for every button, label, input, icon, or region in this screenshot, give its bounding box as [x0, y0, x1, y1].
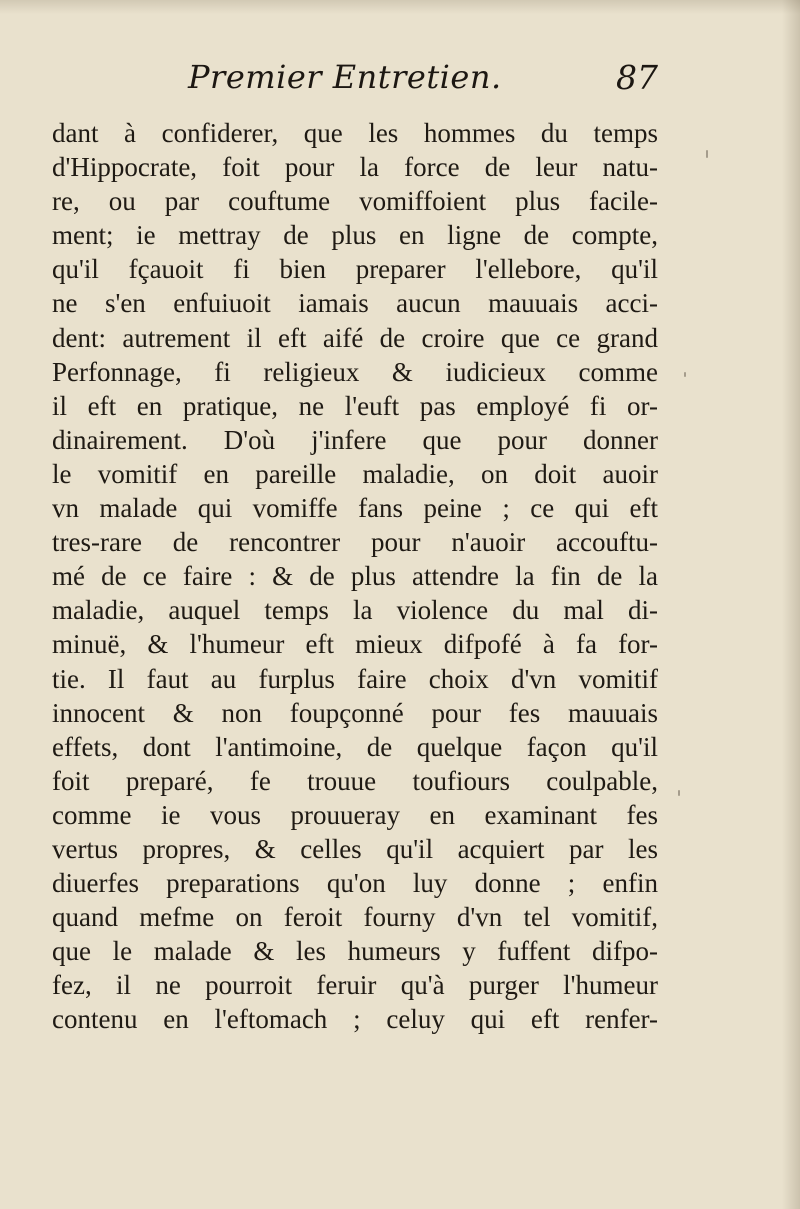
text-line: effets, dont l'antimoine, de quelque façon qu'il: [52, 731, 658, 762]
text-line: d'Hippocrate, foit pour la force de leur natu-: [52, 152, 658, 183]
text-line: fez, il ne pourroit feruir qu'à purger l'humeur: [52, 970, 658, 1001]
body-text: [52, 116, 658, 1037]
paper-speck: [678, 790, 680, 796]
text-line: dent: autrement il eft aifé de croire que ce grand: [52, 322, 658, 353]
page-header: [52, 58, 668, 106]
text-line: ment; ie mettray de plus en ligne de compte,: [52, 220, 658, 251]
text-line: foit preparé, fe trouue toufiours coulpable,: [52, 765, 658, 796]
text-line: dant à confiderer, que les hommes du temps: [52, 118, 658, 148]
page-gutter-shadow: [782, 0, 800, 1209]
page-top-shadow: [0, 0, 800, 14]
text-line: ne s'en enfuiuoit iamais aucun mauuais acci-: [52, 288, 658, 319]
text-line: maladie, auquel temps la violence du mal di-: [52, 595, 658, 626]
text-line: Perfonnage, fi religieux & iudicieux comme: [52, 356, 658, 387]
running-title: Premier Entretien.: [188, 58, 502, 96]
text-line: dinairement. D'où j'infere que pour donner: [52, 424, 658, 455]
text-line: vertus propres, & celles qu'il acquiert par les: [52, 833, 658, 864]
text-line: qu'il fçauoit fi bien preparer l'ellebore, qu'il: [52, 254, 658, 285]
text-line: il eft en pratique, ne l'euft pas employé fi or-: [52, 390, 658, 421]
text-line: que le malade & les humeurs y fuffent difpo-: [52, 936, 658, 967]
text-line: vn malade qui vomiffe fans peine ; ce qui eft: [52, 493, 658, 524]
text-line: mé de ce faire : & de plus attendre la fin de la: [52, 561, 658, 592]
text-line: minuë, & l'humeur eft mieux difpofé à fa for-: [52, 629, 658, 660]
text-line: diuerfes preparations qu'on luy donne ; enfin: [52, 868, 658, 899]
text-line: re, ou par couftume vomiffoient plus facile-: [52, 186, 658, 217]
text-line: comme ie vous prouueray en examinant fes: [52, 799, 658, 830]
text-line: tie. Il faut au furplus faire choix d'vn vomitif: [52, 663, 658, 694]
paper-speck: [684, 372, 686, 377]
paper-speck: [706, 150, 708, 158]
text-line: quand mefme on feroit fourny d'vn tel vomitif,: [52, 902, 658, 933]
text-line: contenu en l'eftomach ; celuy qui eft renfer-: [52, 1004, 658, 1035]
page-number: 87: [616, 58, 658, 97]
text-line: innocent & non foupçonné pour fes mauuais: [52, 697, 658, 728]
text-line: le vomitif en pareille maladie, on doit auoir: [52, 458, 658, 489]
text-line: tres-rare de rencontrer pour n'auoir accouftu-: [52, 527, 658, 558]
